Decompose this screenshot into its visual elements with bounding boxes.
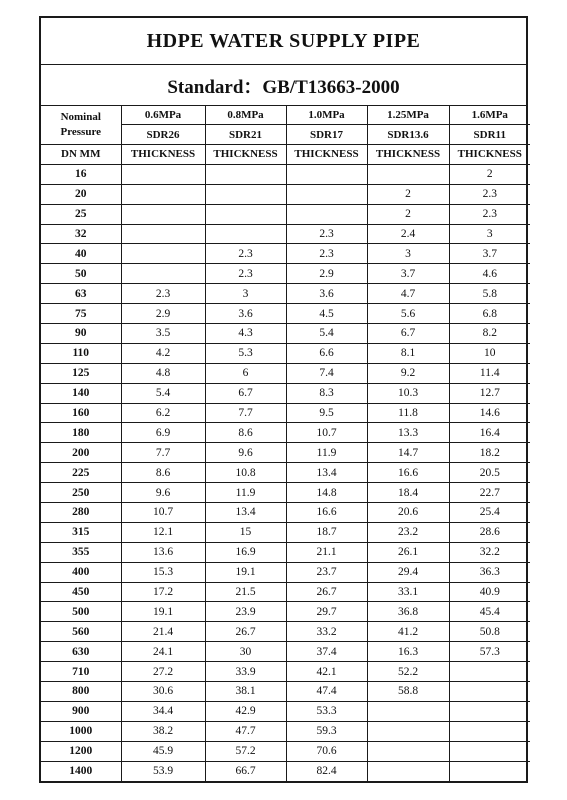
thickness-cell: 8.1 <box>367 343 449 363</box>
thickness-cell: 5.4 <box>121 383 205 403</box>
thickness-cell: 58.8 <box>367 682 449 702</box>
thickness-cell: 3 <box>449 224 530 244</box>
thickness-cell <box>449 721 530 741</box>
dn-cell: 560 <box>41 622 121 642</box>
thickness-cell: 3 <box>205 284 286 304</box>
thickness-cell: 9.6 <box>121 483 205 503</box>
dn-cell: 25 <box>41 204 121 224</box>
thickness-cell: 12.7 <box>449 383 530 403</box>
thickness-cell: 9.5 <box>286 403 367 423</box>
thickness-cell: 16.9 <box>205 542 286 562</box>
thickness-cell <box>205 204 286 224</box>
thickness-cell: 6.7 <box>205 383 286 403</box>
thickness-cell: 26.7 <box>205 622 286 642</box>
thickness-cell: 13.4 <box>286 463 367 483</box>
thickness-cell: 42.1 <box>286 662 367 682</box>
thickness-cell: 13.4 <box>205 503 286 523</box>
thickness-cell: 16.3 <box>367 642 449 662</box>
thickness-cell: 14.8 <box>286 483 367 503</box>
thickness-cell: 11.9 <box>286 443 367 463</box>
sdr-header: SDR17 <box>286 125 367 145</box>
thickness-cell: 6.6 <box>286 343 367 363</box>
thickness-cell: 70.6 <box>286 741 367 761</box>
thickness-cell: 3.7 <box>449 244 530 264</box>
thickness-cell: 16.4 <box>449 423 530 443</box>
thickness-cell: 6.2 <box>121 403 205 423</box>
thickness-cell: 20.6 <box>367 503 449 523</box>
thickness-cell: 5.3 <box>205 343 286 363</box>
nominal-label: Nominal <box>60 111 101 123</box>
thickness-cell: 24.1 <box>121 642 205 662</box>
thickness-cell <box>286 184 367 204</box>
dn-cell: 630 <box>41 642 121 662</box>
thickness-cell: 3.7 <box>367 264 449 284</box>
thickness-cell: 82.4 <box>286 761 367 780</box>
thickness-cell: 6.8 <box>449 304 530 324</box>
thickness-cell: 23.9 <box>205 602 286 622</box>
dn-cell: 225 <box>41 463 121 483</box>
thickness-cell: 38.1 <box>205 682 286 702</box>
thickness-cell: 10.3 <box>367 383 449 403</box>
table-row <box>41 682 530 702</box>
thickness-cell: 2 <box>367 204 449 224</box>
thickness-cell: 2.9 <box>121 304 205 324</box>
thickness-cell: 12.1 <box>121 522 205 542</box>
table-row <box>41 463 530 483</box>
thickness-header: THICKNESS <box>286 145 367 165</box>
thickness-cell: 57.2 <box>205 741 286 761</box>
thickness-cell: 6.9 <box>121 423 205 443</box>
thickness-cell: 27.2 <box>121 662 205 682</box>
dn-cell: 75 <box>41 304 121 324</box>
thickness-cell: 18.4 <box>367 483 449 503</box>
table-row <box>41 383 530 403</box>
dn-cell: 450 <box>41 582 121 602</box>
thickness-cell: 22.7 <box>449 483 530 503</box>
thickness-cell <box>205 164 286 184</box>
sdr-header: SDR26 <box>121 125 205 145</box>
thickness-cell: 59.3 <box>286 721 367 741</box>
thickness-cell: 4.2 <box>121 343 205 363</box>
thickness-cell: 47.7 <box>205 721 286 741</box>
table-row <box>41 721 530 741</box>
pressure-label: Pressure <box>60 126 102 138</box>
table-row <box>41 284 530 304</box>
table-row <box>41 562 530 582</box>
table-row <box>41 761 530 780</box>
thickness-cell: 2 <box>449 164 530 184</box>
thickness-cell <box>121 184 205 204</box>
header-row-pressure <box>41 106 530 125</box>
thickness-cell: 23.7 <box>286 562 367 582</box>
thickness-cell: 18.2 <box>449 443 530 463</box>
thickness-cell: 6 <box>205 363 286 383</box>
thickness-cell: 7.7 <box>205 403 286 423</box>
thickness-cell: 2.3 <box>286 224 367 244</box>
thickness-cell <box>449 761 530 780</box>
thickness-cell: 33.9 <box>205 662 286 682</box>
dn-cell: 200 <box>41 443 121 463</box>
dn-cell: 500 <box>41 602 121 622</box>
thickness-cell: 8.2 <box>449 324 530 344</box>
dn-cell: 1200 <box>41 741 121 761</box>
pressure-header: 1.6MPa <box>449 106 530 125</box>
thickness-cell: 16.6 <box>286 503 367 523</box>
dn-cell: 1000 <box>41 721 121 741</box>
thickness-cell <box>449 741 530 761</box>
thickness-cell <box>121 224 205 244</box>
thickness-cell: 20.5 <box>449 463 530 483</box>
thickness-header: THICKNESS <box>367 145 449 165</box>
dn-cell: 90 <box>41 324 121 344</box>
thickness-header: THICKNESS <box>121 145 205 165</box>
dn-cell: 900 <box>41 701 121 721</box>
thickness-cell: 3.6 <box>286 284 367 304</box>
thickness-cell: 53.9 <box>121 761 205 780</box>
thickness-cell: 2.3 <box>286 244 367 264</box>
thickness-cell: 29.7 <box>286 602 367 622</box>
thickness-cell: 21.4 <box>121 622 205 642</box>
thickness-cell: 11.4 <box>449 363 530 383</box>
table-row <box>41 244 530 264</box>
thickness-cell: 2.9 <box>286 264 367 284</box>
sdr-header: SDR21 <box>205 125 286 145</box>
thickness-cell <box>121 164 205 184</box>
pressure-header: 0.8MPa <box>205 106 286 125</box>
table-row <box>41 582 530 602</box>
thickness-cell: 40.9 <box>449 582 530 602</box>
pressure-header: 0.6MPa <box>121 106 205 125</box>
thickness-cell <box>367 721 449 741</box>
thickness-cell: 50.8 <box>449 622 530 642</box>
thickness-cell: 26.1 <box>367 542 449 562</box>
thickness-cell: 30.6 <box>121 682 205 702</box>
dn-header: DN MM <box>41 145 121 165</box>
dn-cell: 32 <box>41 224 121 244</box>
table-row <box>41 324 530 344</box>
thickness-cell: 32.2 <box>449 542 530 562</box>
thickness-cell: 33.2 <box>286 622 367 642</box>
table-row <box>41 204 530 224</box>
spec-sheet <box>39 16 528 783</box>
thickness-header: THICKNESS <box>449 145 530 165</box>
thickness-cell: 4.8 <box>121 363 205 383</box>
thickness-cell: 15.3 <box>121 562 205 582</box>
thickness-cell: 2.3 <box>121 284 205 304</box>
thickness-cell: 9.6 <box>205 443 286 463</box>
thickness-cell: 16.6 <box>367 463 449 483</box>
thickness-cell <box>121 264 205 284</box>
table-row <box>41 542 530 562</box>
thickness-cell <box>367 701 449 721</box>
thickness-cell: 5.8 <box>449 284 530 304</box>
header-row-thickness <box>41 145 530 165</box>
table-row <box>41 164 530 184</box>
thickness-cell: 7.4 <box>286 363 367 383</box>
table-row <box>41 363 530 383</box>
thickness-cell: 2.3 <box>449 204 530 224</box>
table-row <box>41 423 530 443</box>
thickness-cell: 4.6 <box>449 264 530 284</box>
thickness-cell <box>121 244 205 264</box>
thickness-cell: 3.6 <box>205 304 286 324</box>
thickness-cell: 2.4 <box>367 224 449 244</box>
table-row <box>41 443 530 463</box>
thickness-cell <box>205 224 286 244</box>
dn-cell: 50 <box>41 264 121 284</box>
thickness-cell: 57.3 <box>449 642 530 662</box>
thickness-cell: 7.7 <box>121 443 205 463</box>
dn-cell: 280 <box>41 503 121 523</box>
thickness-cell <box>367 164 449 184</box>
thickness-cell: 15 <box>205 522 286 542</box>
dn-cell: 40 <box>41 244 121 264</box>
dn-cell: 110 <box>41 343 121 363</box>
thickness-cell: 37.4 <box>286 642 367 662</box>
thickness-cell: 29.4 <box>367 562 449 582</box>
thickness-cell: 13.3 <box>367 423 449 443</box>
thickness-cell: 66.7 <box>205 761 286 780</box>
dn-cell: 400 <box>41 562 121 582</box>
thickness-cell: 8.6 <box>205 423 286 443</box>
thickness-cell: 10.7 <box>286 423 367 443</box>
table-row <box>41 662 530 682</box>
thickness-cell: 5.6 <box>367 304 449 324</box>
dn-cell: 800 <box>41 682 121 702</box>
thickness-cell: 26.7 <box>286 582 367 602</box>
sdr-header: SDR13.6 <box>367 125 449 145</box>
dn-cell: 125 <box>41 363 121 383</box>
pressure-header: 1.0MPa <box>286 106 367 125</box>
thickness-cell: 19.1 <box>121 602 205 622</box>
thickness-cell: 5.4 <box>286 324 367 344</box>
thickness-cell: 47.4 <box>286 682 367 702</box>
thickness-cell: 21.1 <box>286 542 367 562</box>
thickness-header: THICKNESS <box>205 145 286 165</box>
dn-cell: 250 <box>41 483 121 503</box>
thickness-cell <box>449 701 530 721</box>
thickness-cell: 4.7 <box>367 284 449 304</box>
thickness-cell: 42.9 <box>205 701 286 721</box>
thickness-cell: 41.2 <box>367 622 449 642</box>
dn-cell: 355 <box>41 542 121 562</box>
table-row <box>41 602 530 622</box>
thickness-cell: 45.4 <box>449 602 530 622</box>
thickness-cell: 3.5 <box>121 324 205 344</box>
table-row <box>41 522 530 542</box>
dn-cell: 63 <box>41 284 121 304</box>
thickness-cell: 8.3 <box>286 383 367 403</box>
thickness-table <box>41 106 530 781</box>
table-row <box>41 741 530 761</box>
table-row <box>41 184 530 204</box>
table-row <box>41 642 530 662</box>
dn-cell: 1400 <box>41 761 121 780</box>
thickness-cell: 25.4 <box>449 503 530 523</box>
thickness-cell: 14.6 <box>449 403 530 423</box>
thickness-cell: 10.7 <box>121 503 205 523</box>
thickness-cell: 2 <box>367 184 449 204</box>
thickness-cell: 52.2 <box>367 662 449 682</box>
thickness-cell: 18.7 <box>286 522 367 542</box>
thickness-cell <box>449 662 530 682</box>
thickness-cell <box>367 741 449 761</box>
table-row <box>41 503 530 523</box>
thickness-cell: 2.3 <box>449 184 530 204</box>
thickness-cell: 11.8 <box>367 403 449 423</box>
thickness-cell: 33.1 <box>367 582 449 602</box>
thickness-cell <box>286 204 367 224</box>
dn-cell: 710 <box>41 662 121 682</box>
table-row <box>41 343 530 363</box>
thickness-cell: 8.6 <box>121 463 205 483</box>
dn-cell: 315 <box>41 522 121 542</box>
table-row <box>41 622 530 642</box>
thickness-cell: 34.4 <box>121 701 205 721</box>
thickness-cell: 13.6 <box>121 542 205 562</box>
thickness-cell: 17.2 <box>121 582 205 602</box>
thickness-cell: 21.5 <box>205 582 286 602</box>
dn-cell: 160 <box>41 403 121 423</box>
thickness-cell: 53.3 <box>286 701 367 721</box>
thickness-cell: 30 <box>205 642 286 662</box>
thickness-cell: 45.9 <box>121 741 205 761</box>
thickness-cell <box>205 184 286 204</box>
table-row <box>41 701 530 721</box>
sdr-header: SDR11 <box>449 125 530 145</box>
nominal-pressure-header <box>41 106 121 145</box>
table-row <box>41 304 530 324</box>
standard-label: Standard：GB/T13663-2000 <box>41 65 526 106</box>
thickness-cell: 9.2 <box>367 363 449 383</box>
thickness-cell: 28.6 <box>449 522 530 542</box>
thickness-cell: 19.1 <box>205 562 286 582</box>
thickness-cell: 2.3 <box>205 244 286 264</box>
thickness-cell: 36.3 <box>449 562 530 582</box>
thickness-cell: 3 <box>367 244 449 264</box>
thickness-cell: 4.5 <box>286 304 367 324</box>
table-row <box>41 224 530 244</box>
thickness-cell: 4.3 <box>205 324 286 344</box>
thickness-cell: 10.8 <box>205 463 286 483</box>
thickness-cell: 38.2 <box>121 721 205 741</box>
table-row <box>41 483 530 503</box>
thickness-cell <box>286 164 367 184</box>
thickness-cell: 14.7 <box>367 443 449 463</box>
thickness-cell: 6.7 <box>367 324 449 344</box>
dn-cell: 180 <box>41 423 121 443</box>
dn-cell: 20 <box>41 184 121 204</box>
pressure-header: 1.25MPa <box>367 106 449 125</box>
table-row <box>41 403 530 423</box>
thickness-cell: 11.9 <box>205 483 286 503</box>
page-title: HDPE WATER SUPPLY PIPE <box>41 18 526 65</box>
dn-cell: 140 <box>41 383 121 403</box>
table-row <box>41 264 530 284</box>
thickness-cell: 23.2 <box>367 522 449 542</box>
thickness-cell <box>121 204 205 224</box>
dn-cell: 16 <box>41 164 121 184</box>
thickness-cell: 10 <box>449 343 530 363</box>
thickness-cell: 36.8 <box>367 602 449 622</box>
thickness-cell <box>449 682 530 702</box>
thickness-cell <box>367 761 449 780</box>
thickness-cell: 2.3 <box>205 264 286 284</box>
